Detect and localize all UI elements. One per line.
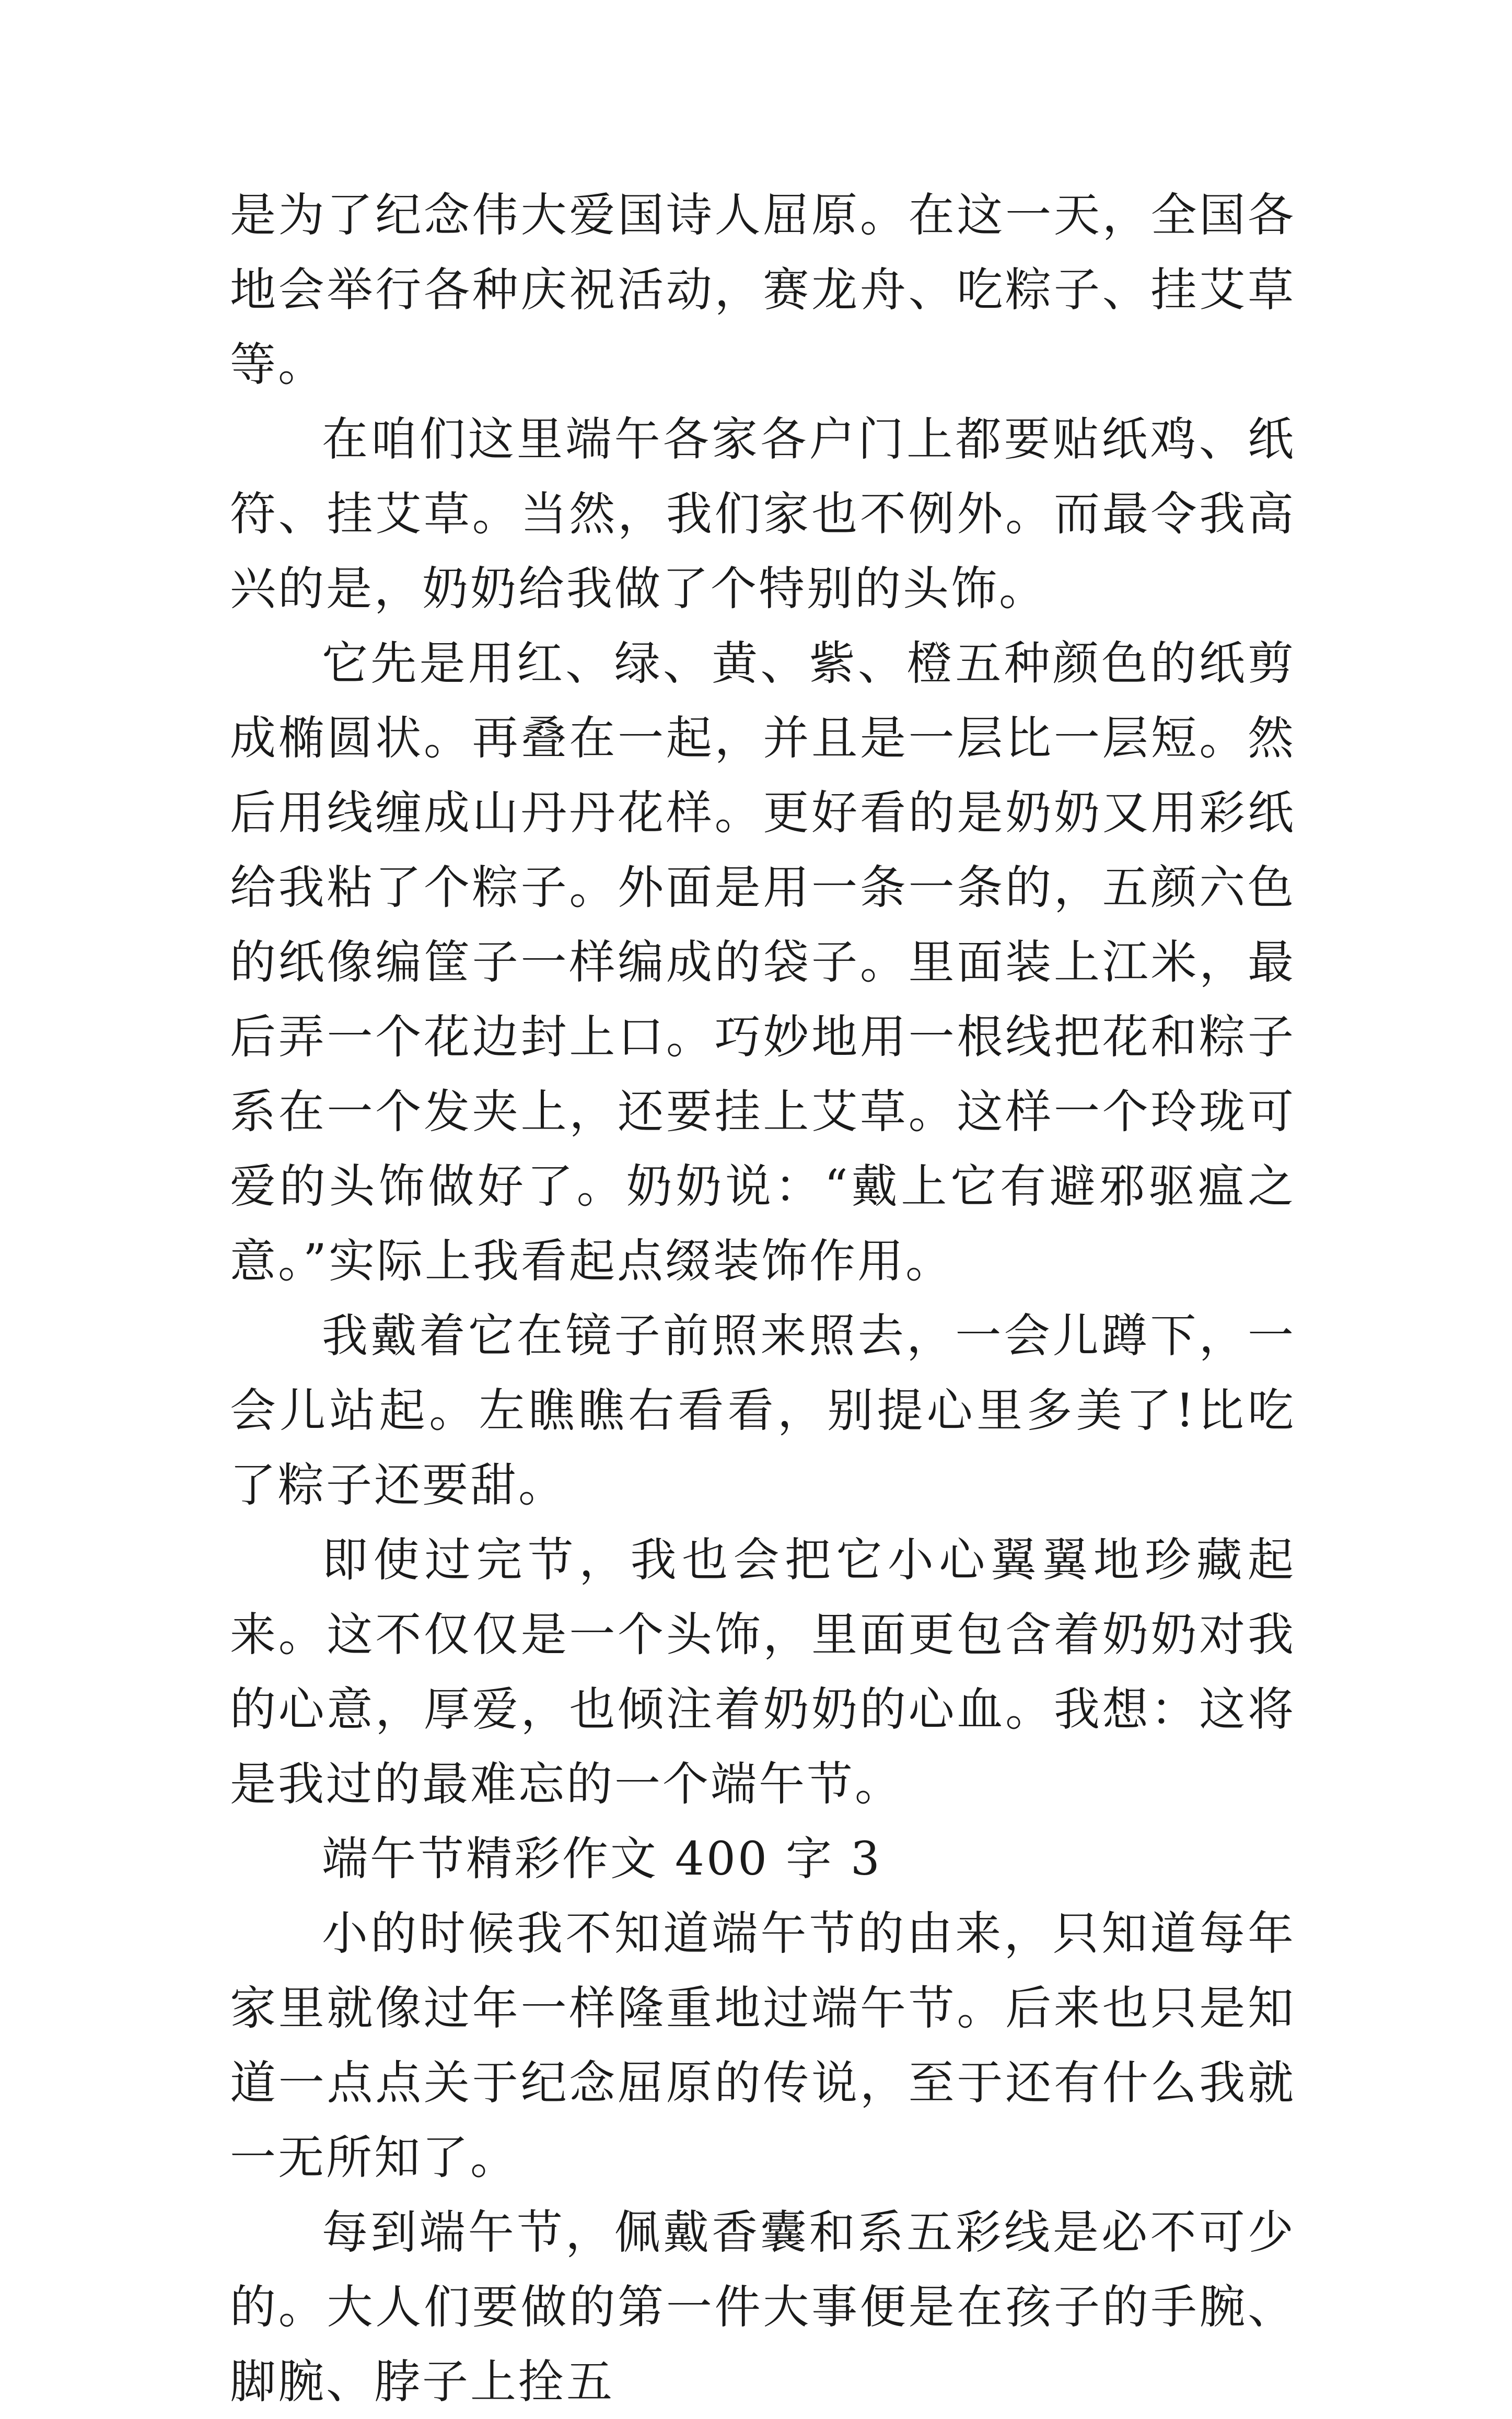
section-heading: 端午节精彩作文 400 字 3	[322, 1832, 882, 1886]
paragraph: 即使过完节，我也会把它小心翼翼地珍藏起来。这不仅仅是一个头饰，里面更包含着奶奶对我的心意，厚爱，也倾注着奶奶的心血。我想：这将是我过的最难忘的一个端午节。	[230, 1533, 1296, 1811]
paragraph: 小的时候我不知道端午节的由来，只知道每年家里就像过年一样隆重地过端午节。后来也只是知道一点点关于纪念屈原的传说，至于还有什么我就一无所知了。	[230, 1906, 1296, 2184]
paragraph: 每到端午节，佩戴香囊和系五彩线是必不可少的。大人们要做的第一件大事便是在孩子的手腕、脚腕、脖子上拴五	[230, 2205, 1296, 2409]
document-body	[230, 178, 1296, 2419]
paragraph: 在咱们这里端午各家各户门上都要贴纸鸡、纸符、挂艾草。当然，我们家也不例外。而最令我高兴的是，奶奶给我做了个特别的头饰。	[230, 412, 1296, 615]
paragraph-continuation: 是为了纪念伟大爱国诗人屈原。在这一天，全国各地会举行各种庆祝活动，赛龙舟、吃粽子、挂艾草等。	[230, 188, 1296, 391]
paragraph: 我戴着它在镜子前照来照去，一会儿蹲下，一会儿站起。左瞧瞧右看看，别提心里多美了!比吃了粽子还要甜。	[230, 1309, 1296, 1512]
paragraph: 它先是用红、绿、黄、紫、橙五种颜色的纸剪成椭圆状。再叠在一起，并且是一层比一层短。然后用线缠成山丹丹花样。更好看的是奶奶又用彩纸给我粘了个粽子。外面是用一条一条的，五颜六色的纸像编筐子一样编成的袋子。里面装上江米，最后弄一个花边封上口。巧妙地用一根线把花和粽子系在一个发夹上，还要挂上艾草。这样一个玲珑可爱的头饰做好了。奶奶说：“戴上它有避邪驱瘟之意。”实际上我看起点缀装饰作用。	[230, 636, 1296, 1288]
